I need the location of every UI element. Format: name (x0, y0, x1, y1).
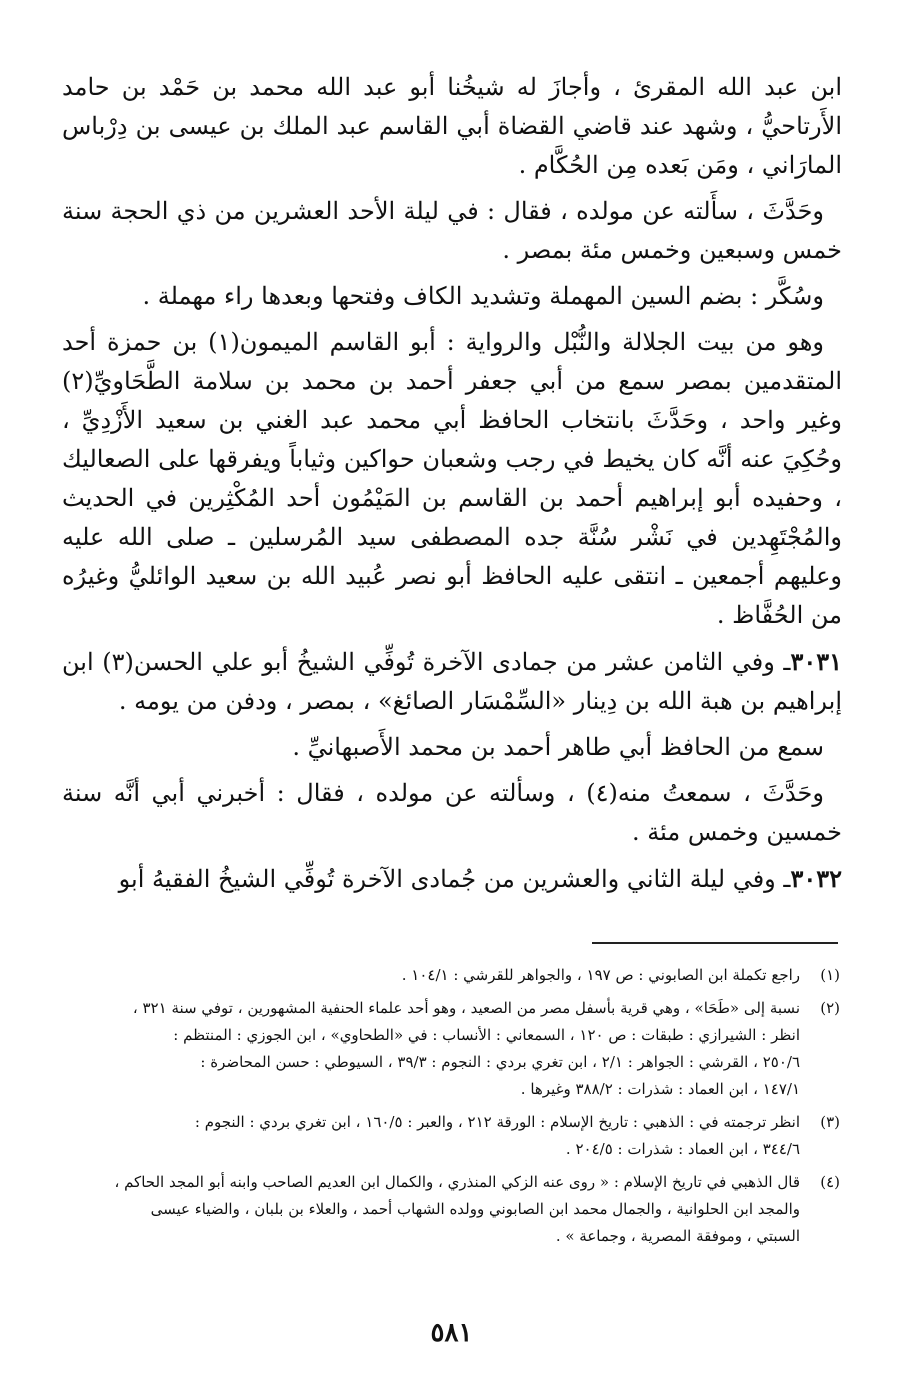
footnote-line: ١٤٧/١ ، ابن العماد : شذرات : ٣٨٨/٢ وغيرها . (520, 1080, 800, 1098)
footnote-line: السبتي ، وموفقة المصرية ، وجماعة » . (555, 1227, 800, 1245)
paragraph-5: سمع من الحافظ أبي طاهر أحمد بن محمد الأَصبهانيِّ . (292, 733, 824, 761)
footnote-line: ٣٤٤/٦ ، ابن العماد : شذرات : ٢٠٤/٥ . (565, 1140, 800, 1158)
main-text (62, 68, 842, 906)
entry-3031-number: ٣٠٣١ (790, 647, 842, 676)
entry-3032-text: ـ وفي ليلة الثاني والعشرين من جُمادى الآخرة تُوفِّي الشيخُ الفقيهُ أبو (118, 865, 791, 893)
entry-3032-number: ٣٠٣٢ (790, 864, 842, 893)
paragraph-1: ابن عبد الله المقرئ ، وأجازَ له شيخُنا أبو عبد الله محمد بن حَمْد بن حامد الأَرتاحيُّ ، وشهد عند قاضي القضاة أبي القاسم عبد الملك بن عيسى بن دِرْباس المارَاني ، ومَن بَعده مِن الحُكَّام . (62, 73, 843, 179)
footnote-line: نسبة إلى «طَحَا» ، وهي قرية بأسفل مصر من الصعيد ، وهو أحد علماء الحنفية المشهورين ، توفي سنة ٣٢١ ، (132, 999, 800, 1017)
entry-3031 (62, 642, 842, 721)
paragraph-2: وحَدَّثَ ، سأَلته عن مولده ، فقال : في ليلة الأحد العشرين من ذي الحجة سنة خمس وسبعين وخمس مئة بمصر . (62, 197, 842, 264)
footnote-line: والمجد ابن الحلوانية ، والجمال محمد ابن الصابوني وولده الشهاب أحمد ، والعلاء بن بلبان ، والضياء عيسى (150, 1200, 800, 1218)
paragraph-6: وحَدَّثَ ، سمعتُ منه(٤) ، وسألته عن مولده ، فقال : أخبرني أبي أنَّه سنة خمسين وخمس مئة . (62, 779, 842, 846)
footnote-line: انظر ترجمته في : الذهبي : تاريخ الإسلام : الورقة ٢١٢ ، والعبر : ١٦٠/٥ ، ابن تغري بردي : النجوم : (194, 1113, 800, 1131)
footnote-marker: (٤) (820, 1173, 840, 1191)
footnote-marker: (٢) (820, 999, 840, 1017)
footnote-marker: (٣) (820, 1113, 840, 1131)
footnote-line: راجع تكملة ابن الصابوني : ص ١٩٧ ، والجواهر للقرشي : ١٠٤/١ . (401, 966, 800, 984)
footnote-line: قال الذهبي في تاريخ الإسلام : « روى عنه الزكي المنذري ، والكمال ابن العديم الصاحب وابنه أبو المجد الحاكم ، (114, 1173, 800, 1191)
footnote-4 (62, 1169, 840, 1250)
footnote-1 (62, 962, 840, 989)
paragraph-4: وهو من بيت الجلالة والنُّبْل والرواية : أبو القاسم الميمون(١) بن حمزة أحد المتقدمين بمصر سمع من أبي جعفر أحمد بن محمد بن سلامة الطَّحَاويِّ(٢) وغير واحد ، وحَدَّثَ بانتخاب الحافظ أبي محمد عبد الغني بن سعيد الأَزْدِيِّ ، وحُكِيَ عنه أنَّه كان يخيط في رجب وشعبان حواكين وثياباً ويفرقها على الصعاليك ، وحفيده أبو إبراهيم أحمد بن القاسم بن المَيْمُون أحد المُكْثِرين في الحديث والمُجْتَهِدين في نَشْر سُنَّة جده المصطفى سيد المُرسلين ـ صلى الله عليه وعليهم أجمعين ـ انتقى عليه الحافظ أبو نصر عُبيد الله بن سعيد الوائليُّ وغيرُه من الحُفَّاظ . (62, 328, 843, 629)
footnote-marker: (١) (820, 966, 840, 984)
page-number: ٥٨١ (430, 1318, 473, 1348)
footnote-line: ٢٥٠/٦ ، القرشي : الجواهر : ٢/١ ، ابن تغري بردي : النجوم : ٣٩/٣ ، السيوطي : حسن المحاضرة : (200, 1053, 800, 1071)
footnote-2 (62, 995, 840, 1103)
entry-3031-text: ـ وفي الثامن عشر من جمادى الآخرة تُوفِّي الشيخُ أبو علي الحسن(٣) ابن إبراهيم بن هبة الله بن دِينار «السِّمْسَار الصائغ» ، بمصر ، ودفن من يومه . (62, 648, 842, 715)
footnote-3 (62, 1109, 840, 1163)
paragraph-3: وسُكَّر : بضم السين المهملة وتشديد الكاف وفتحها وبعدها راء مهملة . (142, 282, 824, 310)
footnote-divider (592, 942, 838, 944)
entry-3032 (62, 859, 842, 899)
footnote-line: انظر : الشيرازي : طبقات : ص ١٢٠ ، السمعاني : الأنساب : في «الطحاوي» ، ابن الجوزي : المنتظم : (173, 1026, 800, 1044)
footnotes (62, 962, 840, 1256)
